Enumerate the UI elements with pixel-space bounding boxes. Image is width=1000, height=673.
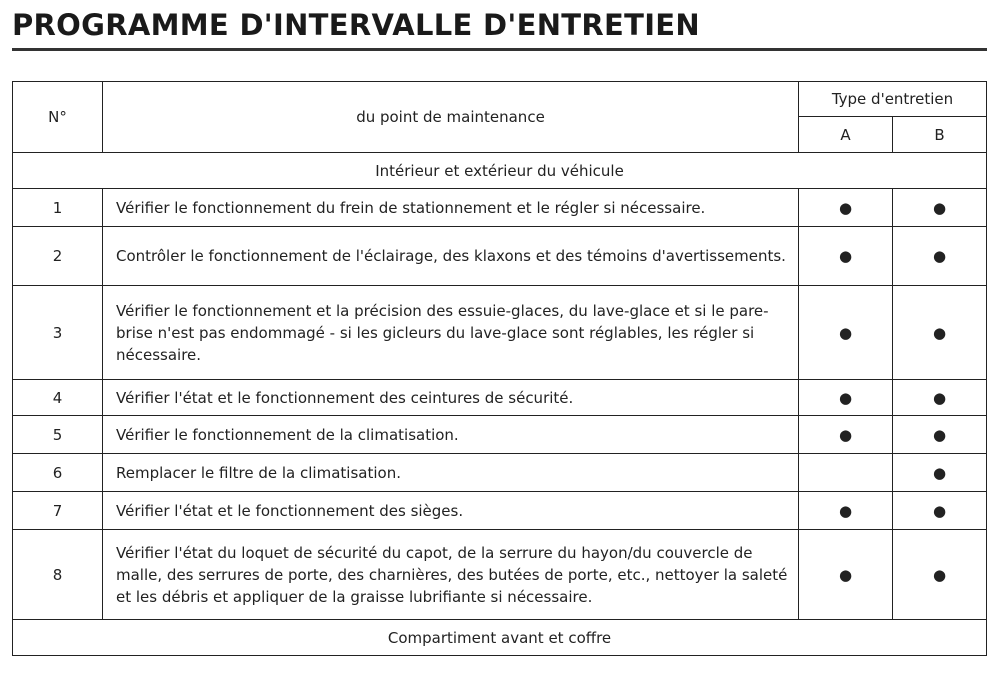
header-number: N° <box>13 82 103 153</box>
table-header-row <box>13 82 987 117</box>
table-row <box>13 416 987 454</box>
row-mark-b: ● <box>893 380 987 416</box>
row-mark-a: ● <box>799 530 893 620</box>
row-description: Contrôler le fonctionnement de l'éclairage, des klaxons et des témoins d'avertissements. <box>103 227 799 286</box>
table-row <box>13 380 987 416</box>
row-number: 7 <box>13 492 103 530</box>
row-mark-a: ● <box>799 492 893 530</box>
table-row <box>13 286 987 380</box>
section-title: Intérieur et extérieur du véhicule <box>13 153 987 189</box>
row-number: 8 <box>13 530 103 620</box>
row-number: 2 <box>13 227 103 286</box>
row-number: 5 <box>13 416 103 454</box>
row-description: Vérifier le fonctionnement du frein de stationnement et le régler si nécessaire. <box>103 189 799 227</box>
section-title: Compartiment avant et coffre <box>13 620 987 656</box>
header-col-a: A <box>799 117 893 153</box>
row-mark-a: ● <box>799 380 893 416</box>
row-mark-a: ● <box>799 416 893 454</box>
row-mark-a: ● <box>799 189 893 227</box>
row-number: 4 <box>13 380 103 416</box>
row-mark-a: ● <box>799 227 893 286</box>
page-title: PROGRAMME D'INTERVALLE D'ENTRETIEN <box>12 8 700 42</box>
row-description: Remplacer le filtre de la climatisation. <box>103 454 799 492</box>
row-mark-b: ● <box>893 286 987 380</box>
section-row <box>13 620 987 656</box>
table-row <box>13 454 987 492</box>
maintenance-table <box>12 81 987 656</box>
table-row <box>13 189 987 227</box>
header-col-b: B <box>893 117 987 153</box>
row-mark-a <box>799 454 893 492</box>
row-description: Vérifier l'état du loquet de sécurité du capot, de la serrure du hayon/du couvercle de malle, des serrures de porte, des charnières, des butées de porte, etc., nettoyer la saleté et les débris et appliquer de la graisse lubrifiante si nécessaire. <box>103 530 799 620</box>
title-divider <box>12 48 987 51</box>
row-mark-b: ● <box>893 189 987 227</box>
row-description: Vérifier le fonctionnement de la climatisation. <box>103 416 799 454</box>
header-type: Type d'entretien <box>799 82 987 117</box>
row-mark-b: ● <box>893 416 987 454</box>
table-row <box>13 530 987 620</box>
row-mark-b: ● <box>893 227 987 286</box>
row-mark-b: ● <box>893 530 987 620</box>
row-description: Vérifier l'état et le fonctionnement des ceintures de sécurité. <box>103 380 799 416</box>
row-number: 1 <box>13 189 103 227</box>
table-row <box>13 227 987 286</box>
row-mark-b: ● <box>893 492 987 530</box>
header-description: du point de maintenance <box>103 82 799 153</box>
row-number: 6 <box>13 454 103 492</box>
row-description: Vérifier l'état et le fonctionnement des sièges. <box>103 492 799 530</box>
row-number: 3 <box>13 286 103 380</box>
section-row <box>13 153 987 189</box>
row-mark-b: ● <box>893 454 987 492</box>
row-mark-a: ● <box>799 286 893 380</box>
table-row <box>13 492 987 530</box>
row-description: Vérifier le fonctionnement et la précision des essuie-glaces, du lave-glace et si le pare-brise n'est pas endommagé - si les gicleurs du lave-glace sont réglables, les régler si nécessaire. <box>103 286 799 380</box>
